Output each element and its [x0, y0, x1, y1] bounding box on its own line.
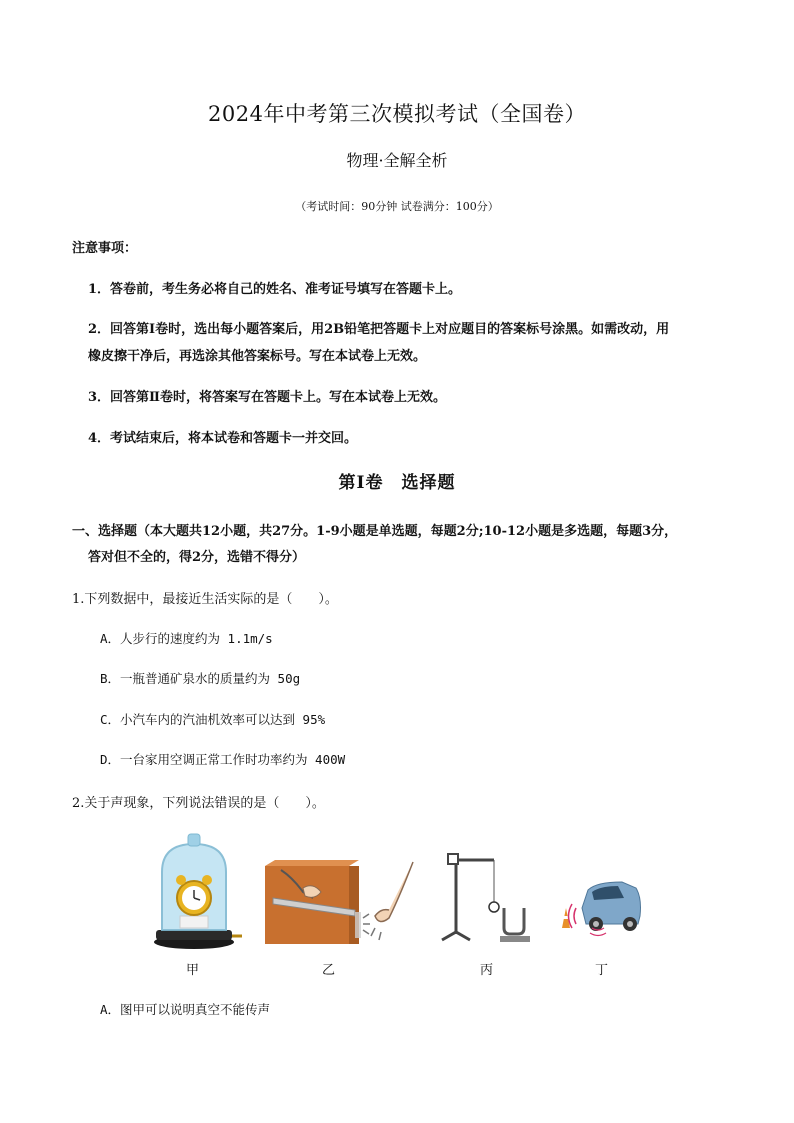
figure-caption-yi: 乙 [322, 963, 336, 978]
note-item-1: 1．答卷前，考生务必将自己的姓名、准考证号填写在答题卡上。 [88, 282, 462, 297]
question-2-stem: 2.关于声现象，下列说法错误的是（ ）。 [72, 796, 325, 811]
section-title: 第Ⅰ卷 选择题 [338, 473, 456, 493]
question-1-option-d: D．一台家用空调正常工作时功率约为 400W [100, 752, 346, 767]
question-1-option-b: B．一瓶普通矿泉水的质量约为 50g [100, 671, 301, 686]
question-2-option-a: A．图甲可以说明真空不能传声 [100, 1002, 271, 1017]
question-1-option-c: C．小汽车内的汽油机效率可以达到 95% [100, 712, 326, 727]
car-radar-figure [552, 878, 644, 938]
question-1-stem: 1.下列数据中，最接近生活实际的是（ ）。 [72, 592, 338, 607]
notes-heading: 注意事项： [72, 241, 138, 256]
exam-meta: （考试时间：90分钟 试卷满分：100分） [295, 200, 499, 213]
figure-caption-jia: 甲 [186, 963, 200, 978]
figure-caption-ding: 丁 [595, 963, 609, 978]
page-title: 2024年中考第三次模拟考试（全国卷） [208, 102, 586, 126]
page-subtitle: 物理·全解全析 [346, 151, 448, 170]
note-item-2-cont: 橡皮擦干净后，再选涂其他答案标号。写在本试卷上无效。 [88, 349, 427, 364]
note-item-4: 4．考试结束后，将本试卷和答题卡一并交回。 [88, 431, 358, 446]
bell-jar-figure [150, 832, 245, 952]
tuning-fork-figure [438, 852, 538, 944]
section-intro: 一、选择题（本大题共12小题，共27分。1-9小题是单选题，每题2分;10-12小题是多选题，每题3分， [72, 524, 678, 539]
ruler-table-figure [263, 858, 421, 946]
note-item-3: 3．回答第Ⅱ卷时，将答案写在答题卡上。写在本试卷上无效。 [88, 390, 447, 405]
section-intro-cont: 答对但不全的，得2分，选错不得分） [88, 550, 306, 565]
figure-caption-bing: 丙 [480, 963, 494, 978]
question-1-option-a: A．人步行的速度约为 1.1m/s [100, 631, 273, 646]
note-item-2: 2．回答第Ⅰ卷时，选出每小题答案后，用2B铅笔把答题卡上对应题目的答案标号涂黑。如需改动，用 [88, 322, 670, 337]
